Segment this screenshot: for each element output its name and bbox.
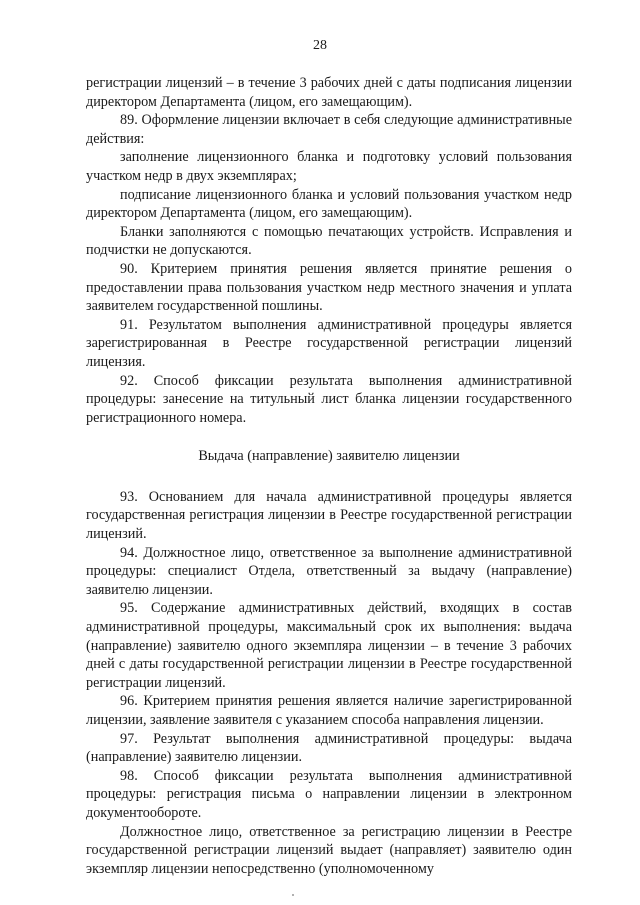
document-body	[86, 74, 572, 878]
paragraph-p92: 92. Способ фиксации результата выполнения административной процедуры: занесение на титульный лист бланка лицензии государственного регистрационного номера.	[86, 372, 572, 426]
paragraph-p94: 94. Должностное лицо, ответственное за выполнение административной процедуры: специалист Отдела, ответственный за выдачу (направление) заявителю лицензии.	[86, 544, 572, 598]
paragraph-p89c: Бланки заполняются с помощью печатающих устройств. Исправления и подчистки не допускаются.	[86, 223, 572, 259]
paragraph-p89: 89. Оформление лицензии включает в себя следующие административные действия:	[86, 112, 572, 147]
paragraph-p91: 91. Результатом выполнения административной процедуры является зарегистрированная в Реестре государственной регистрации лицензий лицензия.	[86, 316, 572, 370]
paragraph-p98a: Должностное лицо, ответственное за регистрацию лицензии в Реестре государственной регистрации лицензий выдает (направляет) заявителю один экземпляр лицензии непосредственно (уполномоченному	[86, 823, 572, 877]
paragraph-p90: 90. Критерием принятия решения является принятие решения о предоставлении права пользования участком недр местного значения и уплата заявителем государственной пошлины.	[86, 260, 572, 315]
paragraph-p96: 96. Критерием принятия решения является наличие зарегистрированной лицензии, заявление заявителя с указанием способа направления лицензии.	[86, 693, 572, 728]
paragraph-p89b: подписание лицензионного бланка и условий пользования участком недр директором Департамента (лицом, его замещающим).	[86, 186, 572, 222]
paragraph-p97: 97. Результат выполнения административной процедуры: выдача (направление) заявителю лицензии.	[86, 730, 572, 766]
paragraph-p88-tail: регистрации лицензий – в течение 3 рабочих дней с даты подписания лицензии директором Департамента (лицом, его замещающим).	[86, 75, 572, 110]
paragraphs-before-heading	[86, 74, 572, 427]
paragraph-p98: 98. Способ фиксации результата выполнения административной процедуры: регистрация письма о направлении лицензии в электронном документообороте.	[86, 767, 572, 821]
paragraph-p93: 93. Основанием для начала административной процедуры является государственная регистрация лицензии в Реестре государственной регистрации лицензий.	[86, 488, 572, 543]
paragraph-p89a: заполнение лицензионного бланка и подготовку условий пользования участком недр в двух экземплярах;	[86, 149, 572, 184]
paragraphs-after-heading	[86, 488, 572, 878]
scan-speck	[292, 894, 294, 896]
section-heading: Выдача (направление) заявителю лицензии	[198, 448, 460, 465]
page-number: 28	[313, 38, 327, 53]
paragraph-p95: 95. Содержание административных действий, входящих в состав административной процедуры, максимальный срок их выполнения: выдача (направление) заявителю одного экземпляра лицензии – в течение 3 рабочих дней с даты государственной регистрации лицензии в Реестре государственной регистрации лицензий.	[86, 600, 572, 691]
